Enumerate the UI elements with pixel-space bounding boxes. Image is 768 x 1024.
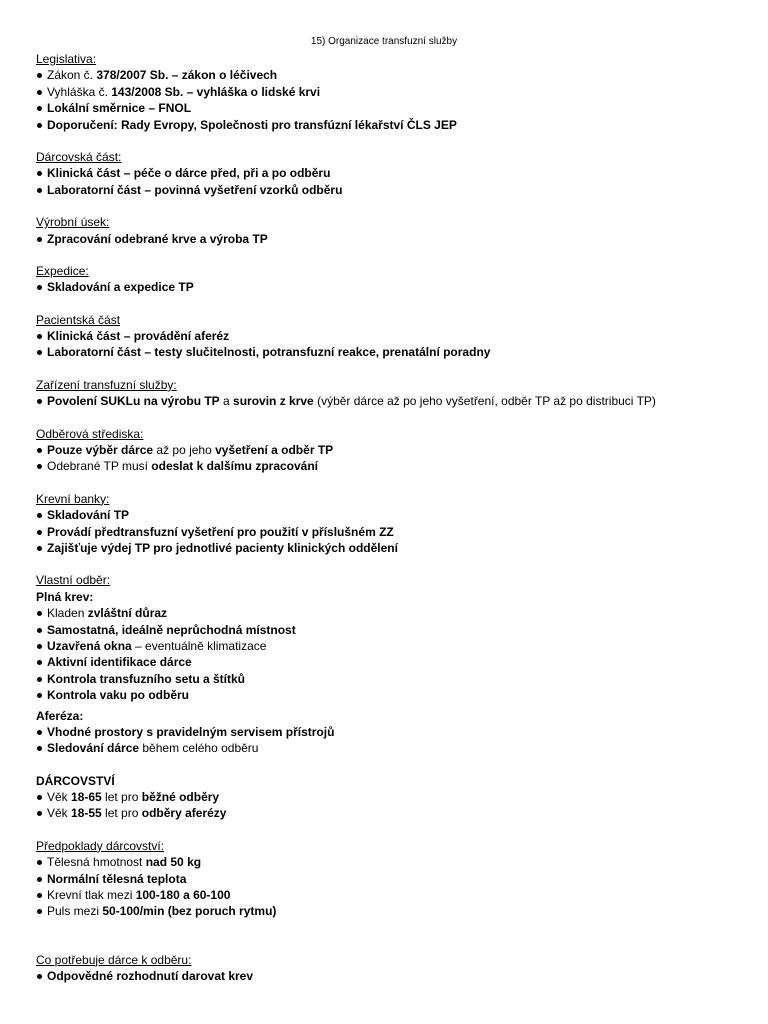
section-zarizeni bbox=[36, 377, 748, 410]
list-item bbox=[36, 871, 748, 887]
bold-text: vyšetření a odběr TP bbox=[215, 443, 334, 458]
bullet-icon bbox=[37, 795, 42, 800]
bullet-icon bbox=[37, 644, 42, 649]
bold-text: odeslat k dalšímu zpracování bbox=[151, 459, 319, 474]
bold-text: Skladování a expedice TP bbox=[47, 280, 194, 295]
section-co-potrebuje bbox=[36, 952, 748, 985]
bullet-icon bbox=[37, 464, 42, 469]
text: během celého odběru bbox=[139, 741, 259, 756]
text: Zákon č. bbox=[47, 68, 97, 83]
bullet-icon bbox=[37, 188, 42, 193]
bold-text: Klinická část – provádění aferéz bbox=[47, 329, 230, 344]
bold-text: nad 50 kg bbox=[145, 855, 202, 870]
bold-text: Vhodné prostory s pravidelným servisem přístrojů bbox=[47, 724, 335, 739]
text: Krevní tlak mezi bbox=[47, 888, 136, 903]
bold-text: Provádí předtransfuzní vyšetření pro použití v příslušném ZZ bbox=[47, 524, 394, 539]
list-item bbox=[36, 182, 748, 198]
list-item bbox=[36, 442, 748, 458]
spacer bbox=[36, 361, 748, 377]
spacer bbox=[36, 822, 748, 838]
bold-text: Kontrola transfuzního setu a štítků bbox=[47, 671, 246, 686]
text: Puls mezi bbox=[47, 904, 103, 919]
text: Kladen bbox=[47, 606, 88, 621]
subheading-plna-krev: Plná krev: bbox=[36, 589, 94, 604]
bullet-icon bbox=[37, 909, 42, 914]
section-darcovstvi bbox=[36, 773, 748, 822]
text: let pro bbox=[101, 790, 142, 805]
bullet-icon bbox=[37, 73, 42, 78]
list-item bbox=[36, 165, 748, 181]
bullet-list bbox=[36, 507, 748, 556]
bullet-icon bbox=[37, 285, 42, 290]
list-item bbox=[36, 622, 748, 638]
bold-text: 100-180 a 60-100 bbox=[135, 888, 231, 903]
bold-text: Klinická část – péče o dárce před, při a po odběru bbox=[47, 166, 331, 181]
document-title: 15) Organizace transfuzní služby bbox=[310, 36, 458, 47]
bullet-icon bbox=[37, 974, 42, 979]
list-item bbox=[36, 638, 748, 654]
list-item bbox=[36, 540, 748, 556]
bullet-icon bbox=[37, 123, 42, 128]
bold-text: Sledování dárce bbox=[47, 741, 140, 756]
spacer bbox=[36, 920, 748, 952]
section-heading: Zařízení transfuzní služby: bbox=[36, 377, 177, 392]
section-heading: Co potřebuje dárce k odběru: bbox=[36, 952, 192, 967]
bullet-icon bbox=[37, 628, 42, 633]
section-legislativa bbox=[36, 51, 748, 133]
section-darcovska bbox=[36, 149, 748, 198]
spacer bbox=[36, 296, 748, 312]
bold-text: 18-65 bbox=[71, 790, 102, 805]
bullet-icon bbox=[37, 860, 42, 865]
bullet-list bbox=[36, 854, 748, 920]
list-item bbox=[36, 740, 748, 756]
bold-text: odběry aferézy bbox=[141, 806, 227, 821]
bullet-list bbox=[36, 724, 748, 757]
bold-text: Povolení SUKLu na výrobu TP bbox=[47, 394, 220, 409]
section-vlastni-odber bbox=[36, 572, 748, 756]
text: a bbox=[219, 394, 234, 409]
bullet-list bbox=[36, 165, 748, 198]
bullet-list bbox=[36, 231, 748, 247]
bold-text: surovin z krve bbox=[233, 394, 314, 409]
section-heading: Předpoklady dárcovství: bbox=[36, 838, 165, 853]
bullet-icon bbox=[37, 893, 42, 898]
list-item bbox=[36, 231, 748, 247]
section-expedice bbox=[36, 263, 748, 296]
list-item bbox=[36, 671, 748, 687]
bullet-icon bbox=[37, 350, 42, 355]
list-item bbox=[36, 84, 748, 100]
bold-text: Uzavřená okna bbox=[47, 638, 132, 653]
section-heading: Expedice: bbox=[36, 263, 89, 278]
bullet-icon bbox=[37, 399, 42, 404]
spacer bbox=[36, 198, 748, 214]
bullet-icon bbox=[37, 530, 42, 535]
section-heading: Dárcovská část: bbox=[36, 149, 122, 164]
text: Tělesná hmotnost bbox=[47, 855, 146, 870]
bullet-list bbox=[36, 968, 748, 984]
bold-text: Pouze výběr dárce bbox=[47, 443, 154, 458]
list-item bbox=[36, 344, 748, 360]
bullet-icon bbox=[37, 171, 42, 176]
section-heading: DÁRCOVSTVÍ bbox=[36, 773, 115, 788]
bold-text: Doporučení: Rady Evropy, Společnosti pro transfúzní lékařství ČLS JEP bbox=[47, 117, 457, 132]
bullet-list bbox=[36, 328, 748, 361]
section-heading: Odběrová střediska: bbox=[36, 426, 144, 441]
list-item bbox=[36, 903, 748, 919]
bold-text: zvláštní důraz bbox=[87, 606, 168, 621]
text: let pro bbox=[101, 806, 142, 821]
section-heading: Pacientská část bbox=[36, 312, 121, 327]
bullet-icon bbox=[37, 513, 42, 518]
bullet-icon bbox=[37, 546, 42, 551]
bold-text: Zpracování odebrané krve a výroba TP bbox=[47, 231, 268, 246]
text: Odebrané TP musí bbox=[47, 459, 152, 474]
bullet-icon bbox=[37, 730, 42, 735]
bold-text: Zajišťuje výdej TP pro jednotlivé pacienty klinických oddělení bbox=[47, 540, 398, 555]
spacer bbox=[36, 247, 748, 263]
bullet-icon bbox=[37, 237, 42, 242]
bullet-icon bbox=[37, 106, 42, 111]
document-content bbox=[36, 51, 748, 985]
list-item bbox=[36, 854, 748, 870]
section-heading: Výrobní úsek: bbox=[36, 215, 110, 230]
text: Věk bbox=[47, 806, 72, 821]
bold-text: Kontrola vaku po odběru bbox=[47, 688, 190, 703]
list-item bbox=[36, 117, 748, 133]
bold-text: 378/2007 Sb. – zákon o léčivech bbox=[96, 68, 278, 83]
bold-text: Lokální směrnice – FNOL bbox=[47, 101, 192, 116]
list-item bbox=[36, 100, 748, 116]
spacer bbox=[36, 475, 748, 491]
bold-text: Samostatná, ideálně neprůchodná místnost bbox=[47, 622, 296, 637]
section-pacientska bbox=[36, 312, 748, 361]
section-heading: Vlastní odběr: bbox=[36, 573, 111, 588]
list-item bbox=[36, 279, 748, 295]
section-predpoklady bbox=[36, 838, 748, 920]
list-item bbox=[36, 654, 748, 670]
bold-text: Skladování TP bbox=[47, 508, 130, 523]
spacer bbox=[36, 556, 748, 572]
bullet-icon bbox=[37, 611, 42, 616]
list-item bbox=[36, 968, 748, 984]
bullet-icon bbox=[37, 693, 42, 698]
bullet-icon bbox=[37, 448, 42, 453]
bullet-icon bbox=[37, 660, 42, 665]
bold-text: Aktivní identifikace dárce bbox=[47, 655, 192, 670]
bullet-icon bbox=[37, 90, 42, 95]
list-item bbox=[36, 805, 748, 821]
text: Věk bbox=[47, 790, 72, 805]
bullet-list bbox=[36, 67, 748, 133]
list-item bbox=[36, 507, 748, 523]
bold-text: 18-55 bbox=[71, 806, 102, 821]
list-item bbox=[36, 789, 748, 805]
bold-text: běžné odběry bbox=[141, 790, 220, 805]
bold-text: Laboratorní část – povinná vyšetření vzorků odběru bbox=[47, 182, 343, 197]
list-item bbox=[36, 605, 748, 621]
list-item bbox=[36, 887, 748, 903]
spacer bbox=[36, 757, 748, 773]
section-heading: Legislativa: bbox=[36, 52, 97, 66]
text: až po jeho bbox=[153, 443, 216, 458]
list-item bbox=[36, 687, 748, 703]
bullet-list bbox=[36, 789, 748, 822]
list-item bbox=[36, 524, 748, 540]
bullet-icon bbox=[37, 811, 42, 816]
bullet-list bbox=[36, 605, 748, 703]
bullet-list bbox=[36, 393, 748, 409]
section-heading: Krevní banky: bbox=[36, 491, 110, 506]
bold-text: Odpovědné rozhodnutí darovat krev bbox=[47, 969, 254, 984]
bullet-icon bbox=[37, 746, 42, 751]
bullet-list bbox=[36, 279, 748, 295]
list-item bbox=[36, 724, 748, 740]
text: Vyhláška č. bbox=[47, 84, 112, 99]
bold-text: Normální tělesná teplota bbox=[47, 871, 187, 886]
section-krevni-banky bbox=[36, 491, 748, 557]
list-item bbox=[36, 393, 748, 409]
subheading-afereza: Aferéza: bbox=[36, 708, 84, 723]
spacer bbox=[36, 410, 748, 426]
sections-container bbox=[36, 51, 748, 556]
section-odberova bbox=[36, 426, 748, 475]
bold-text: 143/2008 Sb. – vyhláška o lidské krvi bbox=[111, 84, 321, 99]
list-item bbox=[36, 458, 748, 474]
bullet-icon bbox=[37, 877, 42, 882]
bullet-icon bbox=[37, 677, 42, 682]
bold-text: Laboratorní část – testy slučitelnosti, potransfuzní reakce, prenatální poradny bbox=[47, 345, 491, 360]
bullet-icon bbox=[37, 334, 42, 339]
list-item bbox=[36, 328, 748, 344]
list-item bbox=[36, 67, 748, 83]
bold-text: 50-100/min (bez poruch rytmu) bbox=[102, 904, 277, 919]
section-vyrobni bbox=[36, 214, 748, 247]
text: – eventuálně klimatizace bbox=[131, 638, 267, 653]
bullet-list bbox=[36, 442, 748, 475]
text: (výběr dárce až po jeho vyšetření, odběr TP až po distribuci TP) bbox=[313, 394, 656, 409]
spacer bbox=[36, 133, 748, 149]
